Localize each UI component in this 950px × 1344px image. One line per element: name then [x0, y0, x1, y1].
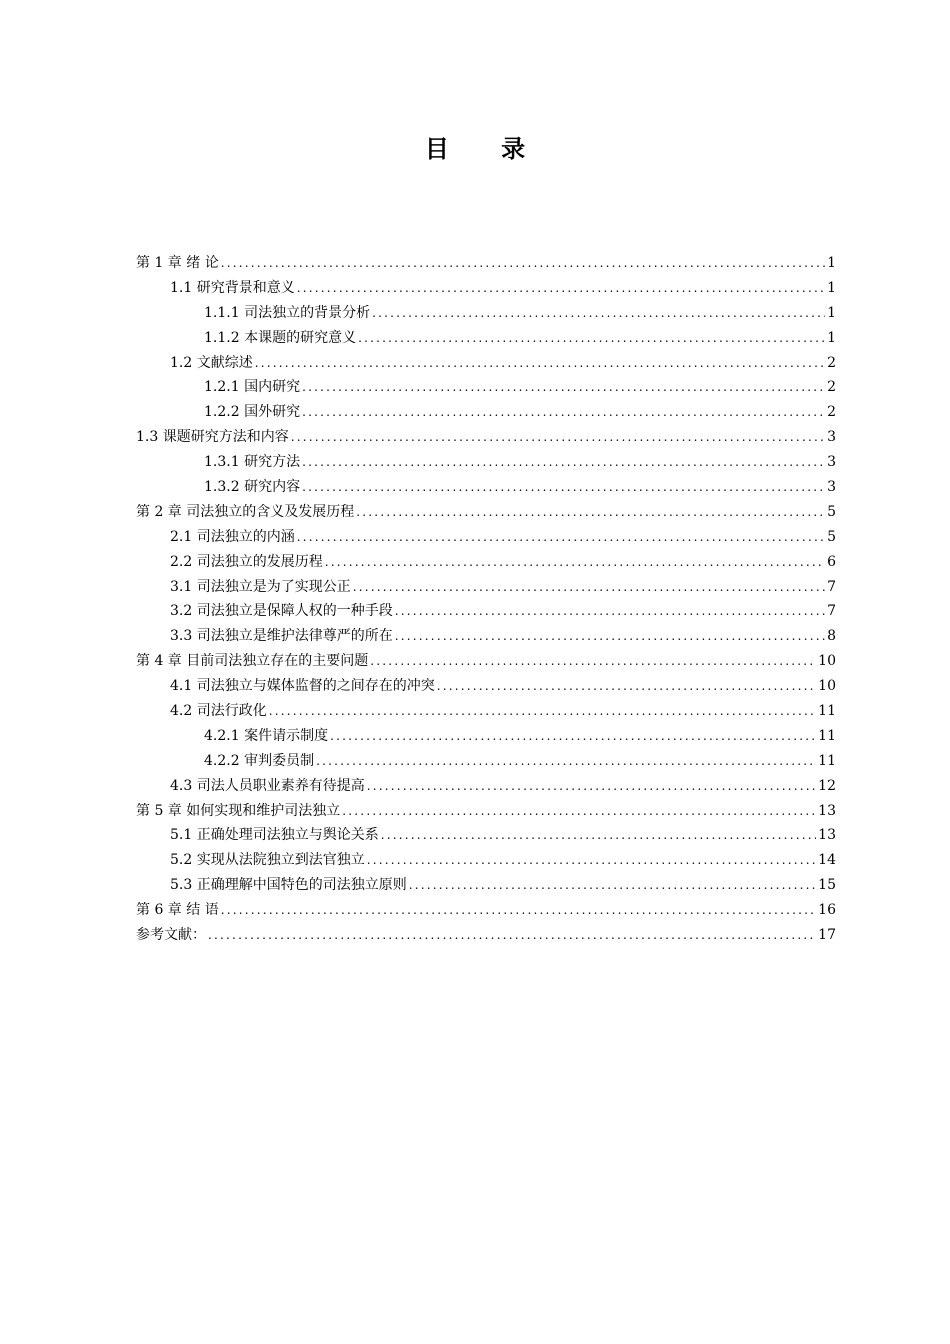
- toc-entry[interactable]: [136, 674, 836, 699]
- toc-entry-page-number: 17: [818, 927, 836, 944]
- toc-entry[interactable]: [136, 898, 836, 923]
- toc-entry-label: 第 4 章 目前司法独立存在的主要问题: [136, 653, 369, 670]
- toc-entry[interactable]: [136, 326, 836, 351]
- toc-entry-page-number: 10: [818, 678, 836, 695]
- toc-entry[interactable]: [136, 575, 836, 600]
- toc-dot-leader: [316, 749, 816, 774]
- toc-dot-leader: [325, 550, 825, 575]
- toc-entry-label: 2.2 司法独立的发展历程: [170, 553, 323, 570]
- toc-entry-page-number: 3: [827, 454, 836, 471]
- toc-dot-leader: [221, 898, 816, 923]
- toc-entry-label: 1.2.2 国外研究: [204, 404, 301, 421]
- toc-entry-label: 1.3 课题研究方法和内容: [136, 429, 289, 446]
- toc-entry-page-number: 1: [827, 279, 836, 296]
- toc-entry[interactable]: [136, 425, 836, 450]
- toc-entry-page-number: 6: [827, 553, 836, 570]
- toc-entry-page-number: 12: [818, 777, 836, 794]
- toc-entry-label: 5.2 实现从法院独立到法官独立: [170, 852, 365, 869]
- toc-entry-page-number: 1: [827, 304, 836, 321]
- toc-entry-page-number: 1: [827, 329, 836, 346]
- toc-dot-leader: [358, 326, 825, 351]
- toc-entry-label: 第 6 章 结 语: [136, 902, 219, 919]
- toc-entry-page-number: 15: [818, 877, 836, 894]
- toc-entry-label: 第 1 章 绪 论: [136, 255, 219, 271]
- toc-entry-label: 1.1.1 司法独立的背景分析: [204, 304, 371, 321]
- toc-dot-leader: [297, 525, 825, 550]
- toc-entry-label: 参考文献：: [136, 927, 206, 944]
- toc-entry-label: 4.3 司法人员职业素养有待提高: [170, 777, 365, 794]
- toc-entry-label: 4.1 司法独立与媒体监督的之间存在的冲突: [170, 678, 435, 695]
- toc-entry-page-number: 11: [818, 752, 836, 769]
- toc-dot-leader: [437, 674, 816, 699]
- toc-entry-label: 第 5 章 如何实现和维护司法独立: [136, 802, 341, 819]
- toc-entry-page-number: 10: [818, 653, 836, 670]
- toc-entry-page-number: 8: [827, 628, 836, 645]
- toc-entry-label: 1.1.2 本课题的研究意义: [204, 329, 357, 346]
- toc-entry-page-number: 11: [818, 727, 836, 744]
- toc-entry-page-number: 14: [818, 852, 836, 869]
- toc-entry-page-number: 3: [827, 479, 836, 496]
- toc-entry[interactable]: [136, 301, 836, 326]
- toc-dot-leader: [302, 375, 825, 400]
- toc-entry[interactable]: [136, 823, 836, 848]
- toc-entry[interactable]: [136, 475, 836, 500]
- toc-entry-label: 3.2 司法独立是保障人权的一种手段: [170, 603, 393, 620]
- toc-entry-page-number: 5: [827, 528, 836, 545]
- toc-entry-page-number: 1: [827, 255, 836, 271]
- toc-entry[interactable]: [136, 450, 836, 475]
- toc-entry[interactable]: [136, 724, 836, 749]
- toc-dot-leader: [302, 450, 825, 475]
- toc-entry-page-number: 3: [827, 429, 836, 446]
- toc-entry[interactable]: [136, 799, 836, 824]
- toc-entry-label: 1.2.1 国内研究: [204, 379, 301, 396]
- toc-entry[interactable]: [136, 599, 836, 624]
- toc-entry[interactable]: [136, 848, 836, 873]
- toc-dot-leader: [356, 500, 825, 525]
- toc-entry[interactable]: [136, 699, 836, 724]
- toc-dot-leader: [381, 823, 816, 848]
- toc-dot-leader: [342, 799, 816, 824]
- toc-entry-page-number: 7: [827, 578, 836, 595]
- toc-entry-label: 5.1 正确处理司法独立与舆论关系: [170, 827, 379, 844]
- toc-dot-leader: [208, 923, 816, 948]
- toc-entry[interactable]: [136, 774, 836, 799]
- toc-entry[interactable]: [136, 923, 836, 948]
- toc-entry-label: 5.3 正确理解中国特色的司法独立原则: [170, 877, 407, 894]
- toc-entry[interactable]: [136, 500, 836, 525]
- toc-dot-leader: [330, 724, 816, 749]
- toc-dot-leader: [353, 575, 825, 600]
- toc-entry[interactable]: [136, 749, 836, 774]
- toc-entry-page-number: 2: [827, 404, 836, 421]
- toc-entry-label: 1.3.2 研究内容: [204, 479, 301, 496]
- toc-entry-label: 1.3.1 研究方法: [204, 454, 301, 471]
- toc-entry[interactable]: [136, 624, 836, 649]
- toc-entry[interactable]: [136, 400, 836, 425]
- toc-dot-leader: [269, 699, 816, 724]
- toc-entry-label: 4.2.1 案件请示制度: [204, 727, 329, 744]
- toc-entry[interactable]: [136, 351, 836, 376]
- toc-dot-leader: [395, 624, 825, 649]
- toc-dot-leader: [367, 774, 816, 799]
- toc-dot-leader: [372, 301, 825, 326]
- toc-entry-page-number: 2: [827, 379, 836, 396]
- toc-entry-label: 4.2 司法行政化: [170, 703, 267, 720]
- toc-dot-leader: [302, 400, 825, 425]
- toc-dot-leader: [395, 599, 825, 624]
- toc-entry[interactable]: [136, 375, 836, 400]
- toc-entry[interactable]: [136, 550, 836, 575]
- table-of-contents: [136, 251, 836, 948]
- toc-entry-page-number: 11: [818, 703, 836, 720]
- toc-dot-leader: [291, 425, 825, 450]
- toc-entry-page-number: 7: [827, 603, 836, 620]
- toc-dot-leader: [370, 649, 816, 674]
- toc-entry[interactable]: [136, 251, 836, 276]
- toc-dot-leader: [367, 848, 816, 873]
- toc-entry-page-number: 13: [818, 802, 836, 819]
- toc-dot-leader: [297, 276, 825, 301]
- toc-entry-label: 4.2.2 审判委员制: [204, 752, 315, 769]
- toc-entry-label: 2.1 司法独立的内涵: [170, 528, 295, 545]
- toc-entry-label: 1.1 研究背景和意义: [170, 279, 295, 296]
- toc-entry-page-number: 16: [818, 902, 836, 919]
- page-title: 目 录: [424, 135, 548, 163]
- toc-entry-page-number: 5: [827, 503, 836, 520]
- toc-entry-label: 第 2 章 司法独立的含义及发展历程: [136, 503, 355, 520]
- toc-dot-leader: [409, 873, 816, 898]
- toc-entry-page-number: 13: [818, 827, 836, 844]
- toc-entry[interactable]: [136, 525, 836, 550]
- toc-entry-page-number: 2: [827, 354, 836, 371]
- toc-entry[interactable]: [136, 873, 836, 898]
- toc-entry[interactable]: [136, 276, 836, 301]
- toc-entry-label: 1.2 文献综述: [170, 354, 253, 371]
- toc-entry-label: 3.3 司法独立是维护法律尊严的所在: [170, 628, 393, 645]
- toc-dot-leader: [302, 475, 825, 500]
- toc-entry[interactable]: [136, 649, 836, 674]
- toc-entry-label: 3.1 司法独立是为了实现公正: [170, 578, 351, 595]
- toc-dot-leader: [221, 251, 825, 276]
- toc-dot-leader: [255, 351, 825, 376]
